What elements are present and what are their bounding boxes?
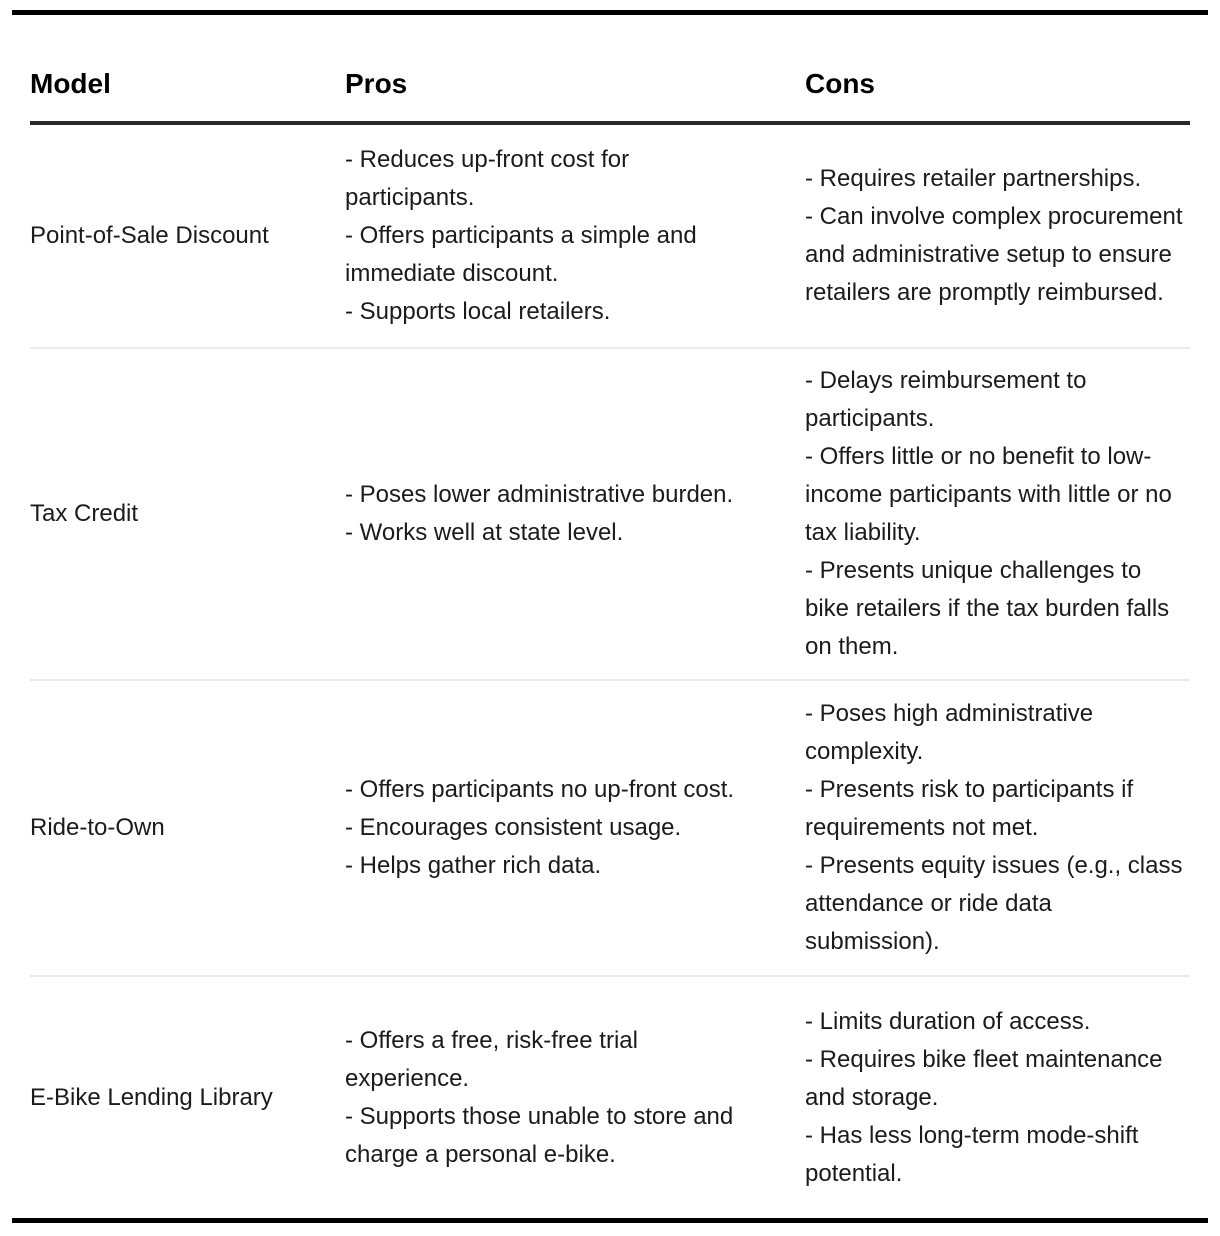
bullet-line: - Poses high administrative complexity. [805, 700, 1094, 765]
bullet-line: - Offers participants a simple and immediate discount. [345, 222, 697, 287]
bullet-line: - Has less long-term mode-shift potential. [805, 1122, 1139, 1187]
bullet-line: - Requires bike fleet maintenance and storage. [805, 1046, 1163, 1111]
table-container [12, 10, 1208, 1223]
pros-cell [345, 348, 805, 680]
cons-cell [805, 123, 1190, 348]
pros-cell [345, 123, 805, 348]
bullet-line: - Delays reimbursement to participants. [805, 367, 1087, 432]
pros-cell [345, 680, 805, 976]
bullet-line: - Can involve complex procurement and administrative setup to ensure retailers are promptly reimbursed. [805, 203, 1183, 306]
table-row [30, 976, 1190, 1218]
pros-cell [345, 976, 805, 1218]
model-cell: Tax Credit [30, 348, 345, 680]
comparison-table [30, 15, 1190, 1218]
table-row [30, 348, 1190, 680]
bullet-line: - Presents risk to participants if requirements not met. [805, 776, 1134, 841]
column-header-cons: Cons [805, 15, 1190, 123]
cons-cell [805, 680, 1190, 976]
bullet-line: - Supports local retailers. [345, 298, 611, 325]
bullet-line: - Offers a free, risk-free trial experience. [345, 1027, 638, 1092]
model-cell: Point-of-Sale Discount [30, 222, 269, 249]
bullet-line: - Requires retailer partnerships. [805, 165, 1142, 192]
model-cell: E-Bike Lending Library [30, 976, 345, 1218]
table-header-row [30, 15, 1190, 123]
bullet-line: - Offers little or no benefit to low-income participants with little or no tax liability. [805, 443, 1172, 546]
bullet-line: - Limits duration of access. [805, 1008, 1091, 1035]
column-header-pros: Pros [345, 15, 805, 123]
cons-cell [805, 348, 1190, 680]
column-header-model: Model [30, 15, 345, 123]
bullet-line: - Poses lower administrative burden. [345, 481, 734, 508]
bullet-line: - Supports those unable to store and charge a personal e-bike. [345, 1103, 734, 1168]
model-cell: Ride-to-Own [30, 680, 345, 976]
bullet-line: - Encourages consistent usage. [345, 814, 682, 841]
bullet-line: - Reduces up-front cost for participants. [345, 146, 630, 211]
bullet-line: - Offers participants no up-front cost. [345, 776, 735, 803]
cons-cell [805, 976, 1190, 1218]
bullet-line: - Presents unique challenges to bike retailers if the tax burden falls on them. [805, 557, 1170, 660]
table-body [30, 123, 1190, 1218]
bullet-line: - Presents equity issues (e.g., class attendance or ride data submission). [805, 852, 1183, 955]
table-row [30, 680, 1190, 976]
table-row [30, 123, 1190, 348]
bullet-line: - Helps gather rich data. [345, 852, 602, 879]
bullet-line: - Works well at state level. [345, 519, 624, 546]
